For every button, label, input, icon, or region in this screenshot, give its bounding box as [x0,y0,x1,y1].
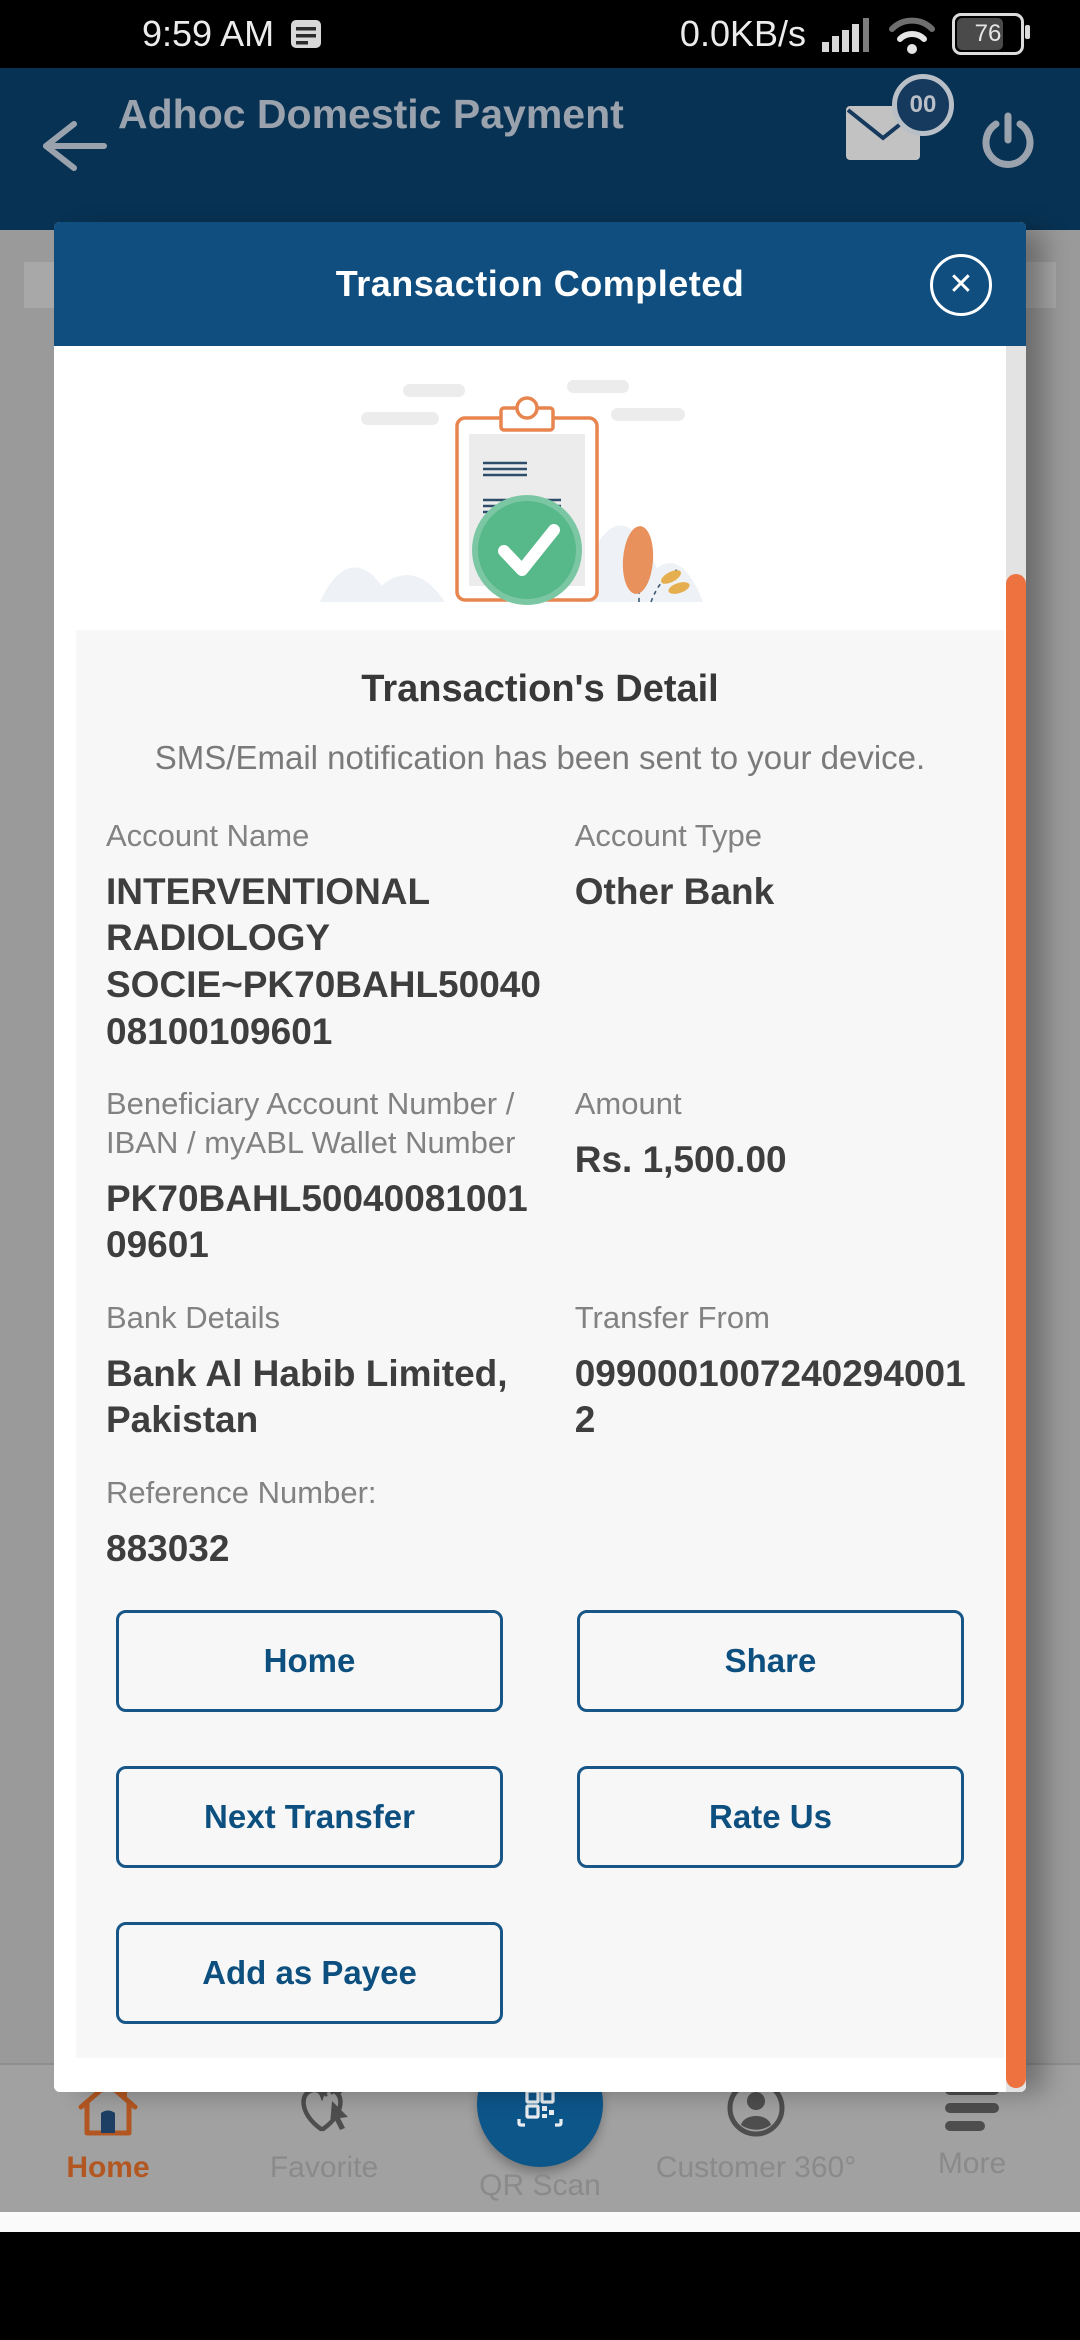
share-button[interactable]: Share [577,1610,964,1712]
home-button[interactable]: Home [116,1610,503,1712]
status-left [142,13,324,55]
field-transfer-from [575,1299,974,1444]
field-value: 883032 [106,1527,230,1569]
detail-heading: Transaction's Detail [361,668,719,710]
field-value: INTERVENTIONAL RADIOLOGY SOCIE~PK70BAHL5004008100109601 [106,870,541,1052]
field-value: Other Bank [574,870,775,912]
nav-label-qr-scan: QR Scan [479,2169,601,2202]
field-label: Reference Number: [106,1474,377,1510]
transaction-completed-dialog [54,222,1026,2092]
field-value: Rs. 1,500.00 [574,1138,787,1180]
action-buttons [116,1610,964,2024]
network-speed: 0.0KB/s [679,13,806,54]
detail-row [106,1474,974,1572]
nav-label-home: Home [66,2151,150,2184]
scrollbar-track[interactable] [1006,346,1026,2092]
field-account-type [575,817,974,1055]
field-amount [575,1085,974,1269]
detail-row [106,817,974,1055]
dialog-title: Transaction Completed [335,263,745,304]
nav-label-favorite: Favorite [269,2151,379,2184]
mail-badge: 00 [892,74,954,136]
power-icon[interactable] [976,110,1040,174]
notification-notice: SMS/Email notification has been sent to your device. [154,739,926,776]
dialog-body [54,346,1026,2092]
sms-notification-icon [288,16,324,52]
field-beneficiary-account [106,1085,575,1269]
page-title: Adhoc Domestic Payment [118,91,624,137]
field-reference-number [106,1474,575,1572]
battery-icon [952,13,1024,55]
android-navigation-bar [0,2232,1080,2340]
field-bank-details [106,1299,575,1444]
back-arrow-icon[interactable] [30,116,110,176]
field-label: Transfer From [574,1299,770,1335]
transaction-detail-card [76,630,1004,2058]
inbox-button[interactable] [840,91,937,171]
detail-row [106,1085,974,1269]
nav-label-customer-360: Customer 360° [655,2151,857,2184]
field-label: Account Type [574,818,762,853]
scrollbar-thumb[interactable] [1006,574,1026,2088]
close-glyph: ✕ [948,268,974,301]
add-as-payee-button[interactable]: Add as Payee [116,1922,503,2024]
status-bar [0,0,1080,68]
field-value: 09900010072402940012 [574,1352,966,1441]
rate-us-button[interactable]: Rate Us [577,1766,964,1868]
field-label: Beneficiary Account Number / IBAN / myABL Wallet Number [106,1086,516,1160]
clock: 9:59 AM [142,13,275,54]
detail-row [106,1299,974,1444]
signal-strength-icon [820,14,872,54]
app-bar [0,68,1080,230]
field-value: Bank Al Habib Limited, Pakistan [106,1352,508,1441]
field-label: Amount [574,1086,682,1122]
battery-nub [1025,25,1030,39]
gesture-strip [0,2212,1080,2232]
field-label: Account Name [106,818,310,853]
status-right [680,13,1024,55]
field-label: Bank Details [106,1299,281,1335]
field-account-name [106,817,575,1055]
battery-percent: 76 [974,20,1002,47]
field-empty [575,1474,974,1572]
close-icon[interactable] [930,254,992,316]
success-clipboard-illustration [305,360,775,612]
dialog-header [54,222,1026,346]
next-transfer-button[interactable]: Next Transfer [116,1766,503,1868]
nav-label-more: More [937,2147,1007,2180]
field-value: PK70BAHL5004008100109601 [106,1177,528,1266]
wifi-icon [886,13,938,55]
